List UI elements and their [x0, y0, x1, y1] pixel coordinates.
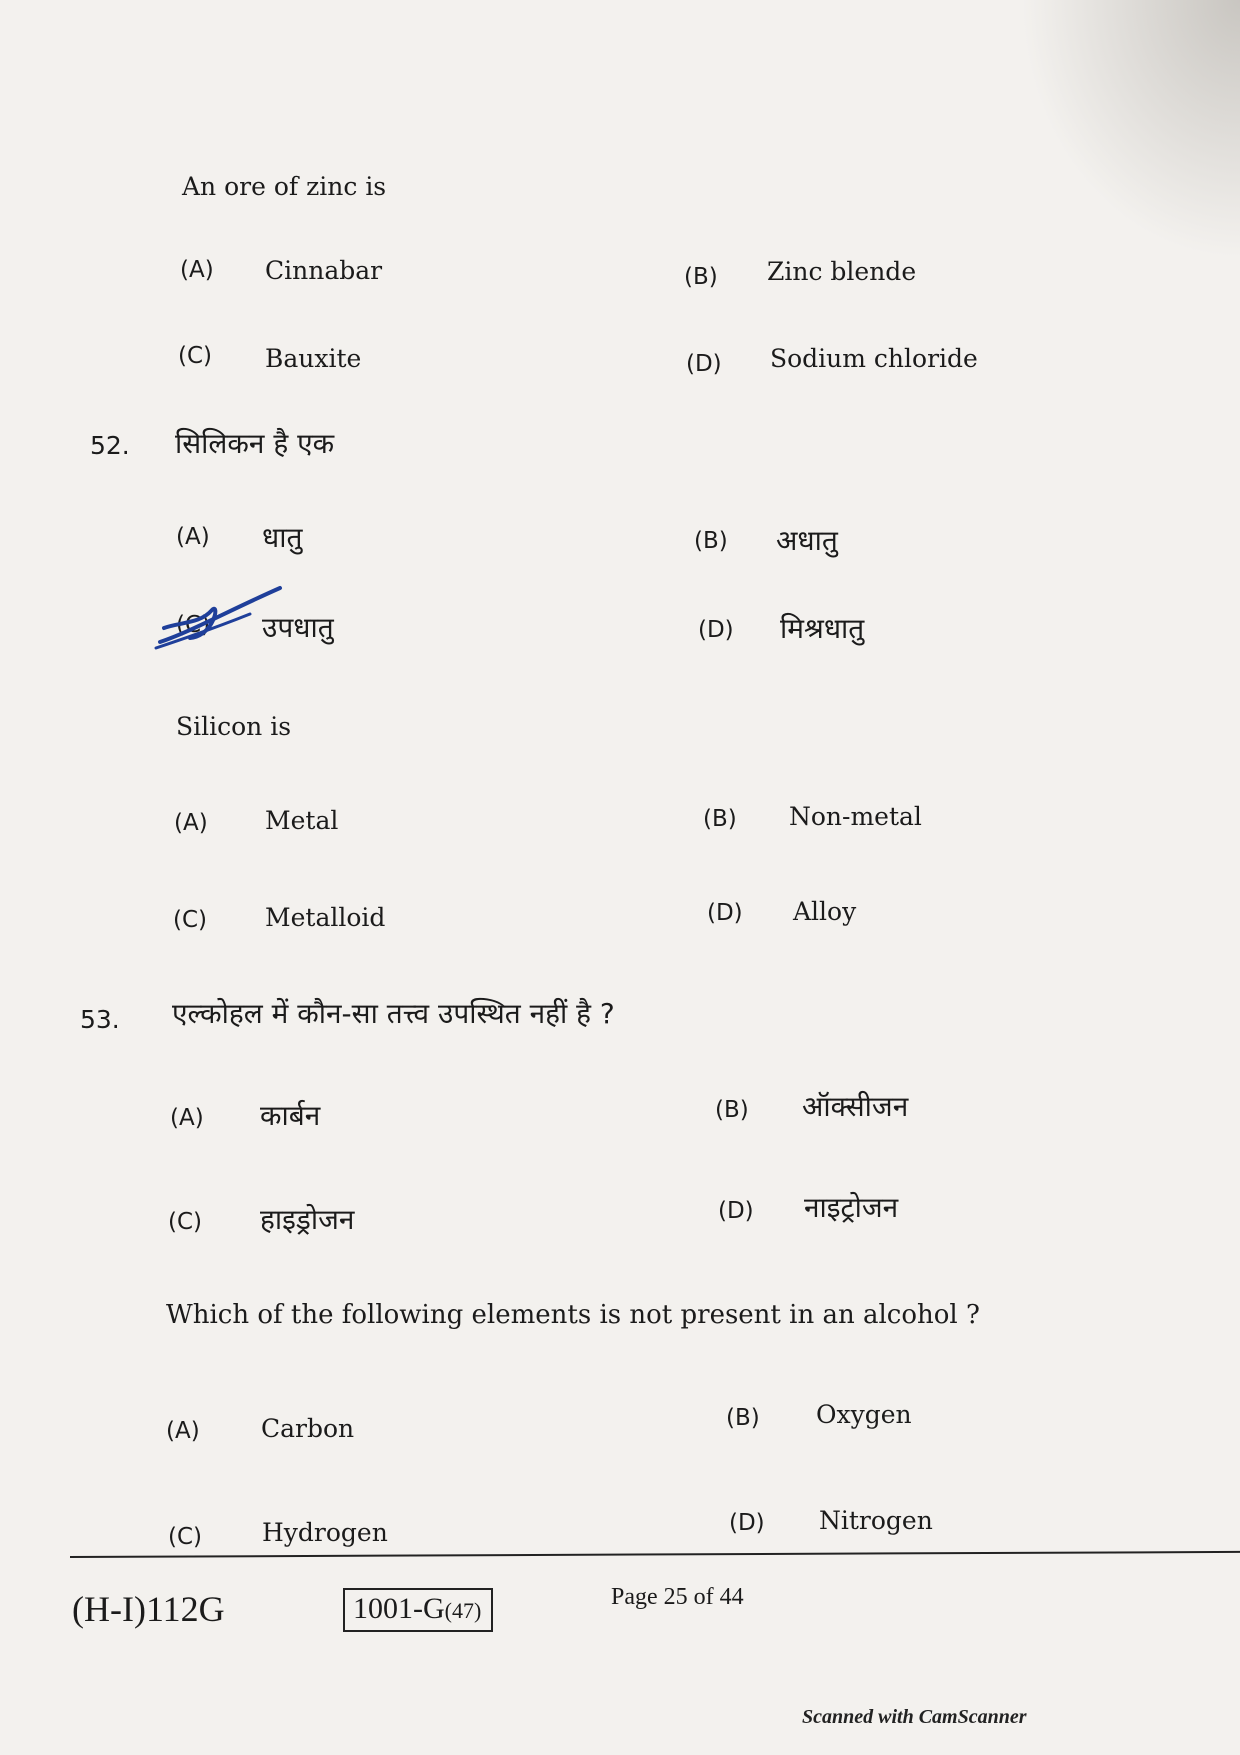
booklet-code-box	[343, 1588, 493, 1632]
q53-hi-option-b-label: (B)	[715, 1097, 749, 1123]
pen-tick-mark	[150, 580, 290, 660]
q53-question-hi: एल्कोहल में कौन-सा तत्त्व उपस्थित नहीं है ?	[172, 997, 615, 1030]
q51-option-c: Bauxite	[265, 344, 362, 373]
q52-number: 52.	[90, 431, 130, 460]
scan-shadow	[1020, 0, 1240, 260]
q53-hi-option-b: ऑक्सीजन	[802, 1090, 909, 1123]
q51-option-d: Sodium chloride	[770, 344, 978, 373]
q52-en-option-b-label: (B)	[703, 806, 737, 832]
q51-option-d-label: (D)	[686, 351, 722, 377]
q52-hi-option-a-label: (A)	[176, 524, 210, 550]
q51-option-a-label: (A)	[180, 257, 214, 283]
q53-en-option-b: Oxygen	[816, 1400, 912, 1429]
paper-code: (H-I)112G	[72, 1589, 225, 1629]
booklet-suffix: (47)	[444, 1598, 482, 1623]
q53-en-option-c: Hydrogen	[262, 1518, 388, 1547]
q53-en-option-d-label: (D)	[729, 1510, 765, 1536]
q53-hi-option-d-label: (D)	[718, 1198, 754, 1224]
q52-en-option-d: Alloy	[793, 897, 857, 926]
q52-en-option-d-label: (D)	[707, 900, 743, 926]
q53-hi-option-a: कार्बन	[260, 1099, 321, 1132]
q52-hi-option-b: अधातु	[776, 524, 838, 557]
q52-hi-option-d-label: (D)	[698, 617, 734, 643]
booklet-code: 1001-G	[353, 1592, 445, 1625]
q52-en-option-c: Metalloid	[265, 903, 386, 932]
q52-en-option-c-label: (C)	[173, 907, 208, 933]
q51-option-b-label: (B)	[684, 264, 718, 290]
q52-hi-option-b-label: (B)	[694, 528, 728, 554]
q52-en-option-b: Non-metal	[789, 802, 922, 831]
q52-hi-option-a: धातु	[262, 521, 303, 554]
page-number: Page 25 of 44	[611, 1584, 744, 1610]
q53-question-en: Which of the following elements is not present in an alcohol ?	[166, 1300, 980, 1330]
footer-rule	[70, 1551, 1240, 1558]
q53-en-option-b-label: (B)	[726, 1405, 760, 1431]
q52-hi-option-c-label: (C)	[176, 612, 211, 638]
q52-en-option-a: Metal	[265, 806, 339, 835]
q51-option-b: Zinc blende	[767, 257, 917, 286]
q53-number: 53.	[80, 1005, 120, 1034]
q53-en-option-a: Carbon	[261, 1414, 355, 1443]
q52-question-en: Silicon is	[176, 712, 292, 741]
q52-en-option-a-label: (A)	[174, 810, 208, 836]
q52-hi-option-c: उपधातु	[262, 611, 334, 644]
q53-en-option-d: Nitrogen	[819, 1506, 933, 1535]
q53-hi-option-c-label: (C)	[168, 1209, 203, 1235]
q51-question-en: An ore of zinc is	[182, 172, 387, 201]
q52-question-hi: सिलिकन है एक	[175, 427, 335, 460]
q51-option-c-label: (C)	[178, 343, 213, 369]
q53-en-option-c-label: (C)	[168, 1524, 203, 1550]
q53-hi-option-c: हाइड्रोजन	[260, 1203, 355, 1236]
q53-hi-option-d: नाइट्रोजन	[804, 1191, 899, 1224]
camscanner-watermark: Scanned with CamScanner	[802, 1706, 1027, 1728]
q51-option-a: Cinnabar	[265, 256, 383, 285]
q52-hi-option-d: मिश्रधातु	[780, 612, 865, 645]
q53-en-option-a-label: (A)	[166, 1418, 200, 1444]
q53-hi-option-a-label: (A)	[170, 1105, 204, 1131]
